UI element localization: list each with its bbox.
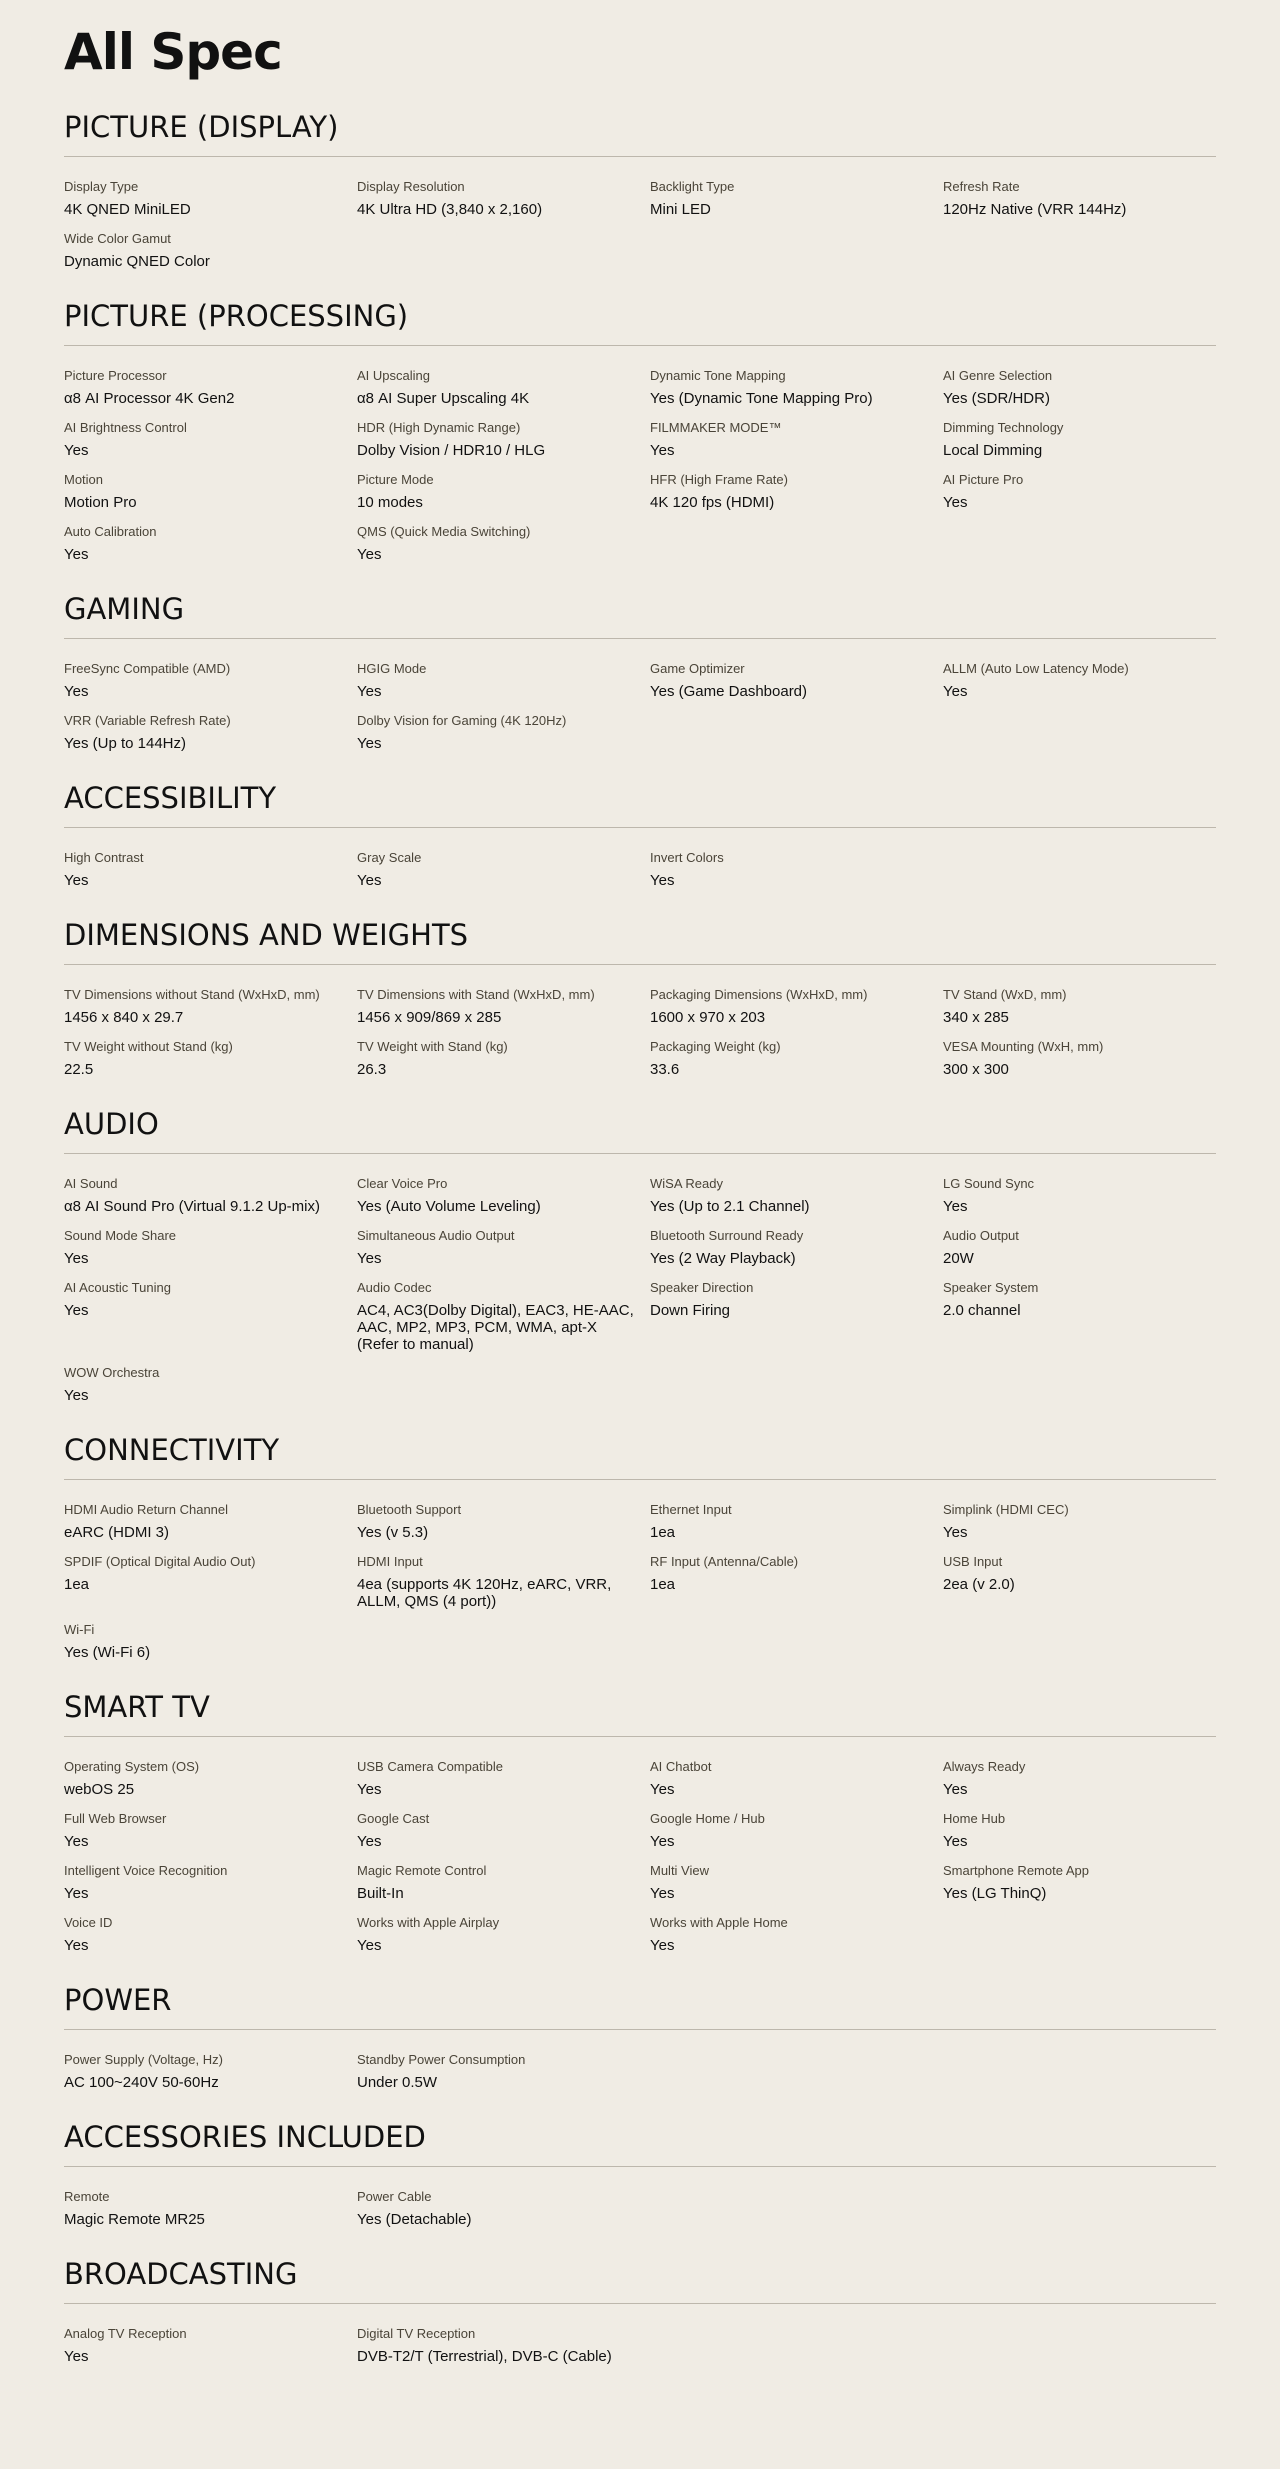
spec-item (64, 179, 357, 219)
spec-grid (64, 661, 1216, 753)
section-title: AUDIO (64, 1107, 159, 1141)
spec-item (64, 1863, 357, 1903)
spec-label: FreeSync Compatible (AMD) (64, 661, 231, 676)
spec-value: 120Hz Native (VRR 144Hz) (943, 201, 1127, 218)
section-divider (64, 1479, 1216, 1480)
spec-item (357, 987, 650, 1027)
spec-value: Magic Remote MR25 (64, 2211, 205, 2228)
spec-item (650, 1811, 943, 1851)
spec-label: Bluetooth Support (357, 1502, 462, 1517)
spec-sections (64, 110, 1216, 2366)
spec-label: Smartphone Remote App (943, 1863, 1089, 1878)
section-divider (64, 638, 1216, 639)
spec-item (357, 2189, 650, 2229)
section-title: BROADCASTING (64, 2257, 298, 2291)
spec-item (357, 2326, 650, 2366)
spec-value: 300 x 300 (943, 1061, 1009, 1078)
section-divider (64, 2166, 1216, 2167)
spec-value: α8 AI Super Upscaling 4K (357, 390, 530, 407)
spec-label: TV Weight without Stand (kg) (64, 1039, 233, 1054)
section-divider (64, 2303, 1216, 2304)
spec-value: Yes (357, 1781, 382, 1798)
spec-item (357, 1554, 650, 1610)
spec-value: Yes (64, 1833, 89, 1850)
spec-value: Yes (357, 1250, 382, 1267)
spec-item (357, 2052, 650, 2092)
spec-label: TV Dimensions without Stand (WxHxD, mm) (64, 987, 320, 1002)
spec-label: AI Picture Pro (943, 472, 1024, 487)
section-divider (64, 1153, 1216, 1154)
spec-item (943, 1280, 1236, 1353)
spec-section (64, 2120, 1216, 2229)
spec-label: HDR (High Dynamic Range) (357, 420, 521, 435)
spec-label: HFR (High Frame Rate) (650, 472, 788, 487)
spec-value: Yes (357, 872, 382, 889)
spec-label: LG Sound Sync (943, 1176, 1035, 1191)
section-title: SMART TV (64, 1690, 210, 1724)
spec-value: Yes (357, 1833, 382, 1850)
spec-item (943, 420, 1236, 460)
spec-value: Yes (943, 1198, 968, 1215)
spec-label: Dolby Vision for Gaming (4K 120Hz) (357, 713, 567, 728)
spec-item (357, 1811, 650, 1851)
spec-item (650, 1863, 943, 1903)
spec-label: Standby Power Consumption (357, 2052, 526, 2067)
spec-label: Sound Mode Share (64, 1228, 177, 1243)
spec-value: 4K QNED MiniLED (64, 201, 191, 218)
spec-grid (64, 368, 1216, 564)
spec-label: Refresh Rate (943, 179, 1020, 194)
spec-item (650, 850, 943, 890)
spec-value: Yes (64, 442, 89, 459)
spec-page (64, 0, 1216, 2366)
spec-item (943, 368, 1236, 408)
section-divider (64, 2029, 1216, 2030)
spec-value: AC4, AC3(Dolby Digital), EAC3, HE-AAC, AAC, MP2, MP3, PCM, WMA, apt-X (Refer to manual) (357, 1302, 634, 1353)
spec-label: AI Sound (64, 1176, 118, 1191)
spec-item (64, 2052, 357, 2092)
section-divider (64, 964, 1216, 965)
spec-item (650, 987, 943, 1027)
spec-value: Yes (64, 2348, 89, 2365)
spec-label: Works with Apple Airplay (357, 1915, 500, 1930)
spec-value: Yes (Game Dashboard) (650, 683, 808, 700)
spec-item (357, 472, 650, 512)
spec-value: Yes (64, 1302, 89, 1319)
spec-label: Packaging Weight (kg) (650, 1039, 781, 1054)
spec-value: Yes (64, 872, 89, 889)
spec-label: Wide Color Gamut (64, 231, 171, 246)
spec-label: Voice ID (64, 1915, 113, 1930)
spec-label: Clear Voice Pro (357, 1176, 448, 1191)
spec-grid (64, 179, 1216, 271)
section-divider (64, 345, 1216, 346)
spec-section (64, 299, 1216, 564)
spec-item (357, 850, 650, 890)
spec-label: Display Type (64, 179, 139, 194)
spec-label: Dynamic Tone Mapping (650, 368, 786, 383)
spec-grid (64, 1176, 1216, 1405)
spec-item (943, 1863, 1236, 1903)
spec-item (64, 1502, 357, 1542)
section-title: PICTURE (PROCESSING) (64, 299, 409, 333)
spec-item (64, 1915, 357, 1955)
spec-label: Google Cast (357, 1811, 430, 1826)
spec-label: Multi View (650, 1863, 710, 1878)
spec-label: Always Ready (943, 1759, 1026, 1774)
spec-item (650, 661, 943, 701)
spec-item (64, 472, 357, 512)
spec-value: webOS 25 (64, 1781, 135, 1798)
spec-value: Yes (Up to 2.1 Channel) (650, 1198, 810, 1215)
spec-item (650, 179, 943, 219)
spec-label: Picture Processor (64, 368, 167, 383)
spec-value: Yes (Dynamic Tone Mapping Pro) (650, 390, 873, 407)
spec-value: α8 AI Processor 4K Gen2 (64, 390, 235, 407)
spec-item (64, 2189, 357, 2229)
spec-item (357, 1863, 650, 1903)
spec-value: Yes (SDR/HDR) (943, 390, 1050, 407)
spec-item (650, 1039, 943, 1079)
spec-value: Yes (2 Way Playback) (650, 1250, 796, 1267)
spec-label: SPDIF (Optical Digital Audio Out) (64, 1554, 256, 1569)
spec-label: Power Cable (357, 2189, 432, 2204)
spec-value: 4K 120 fps (HDMI) (650, 494, 775, 511)
spec-grid (64, 2052, 1216, 2092)
spec-item (357, 1176, 650, 1216)
spec-value: Yes (v 5.3) (357, 1524, 429, 1541)
spec-value: Yes (650, 1937, 675, 1954)
spec-value: 10 modes (357, 494, 423, 511)
spec-value: Dynamic QNED Color (64, 253, 210, 270)
spec-label: Home Hub (943, 1811, 1006, 1826)
spec-label: Operating System (OS) (64, 1759, 200, 1774)
spec-label: AI Acoustic Tuning (64, 1280, 171, 1295)
spec-value: Yes (Up to 144Hz) (64, 735, 187, 752)
spec-item (943, 472, 1236, 512)
spec-label: Picture Mode (357, 472, 434, 487)
spec-value: Yes (LG ThinQ) (943, 1885, 1047, 1902)
spec-item (64, 420, 357, 460)
spec-label: Invert Colors (650, 850, 724, 865)
spec-item (357, 524, 650, 564)
section-divider (64, 1736, 1216, 1737)
spec-label: Simultaneous Audio Output (357, 1228, 515, 1243)
spec-value: Yes (943, 494, 968, 511)
spec-value: Yes (Wi-Fi 6) (64, 1644, 151, 1661)
section-divider (64, 156, 1216, 157)
spec-section (64, 1107, 1216, 1405)
spec-label: Ethernet Input (650, 1502, 732, 1517)
spec-item (650, 1554, 943, 1610)
spec-label: USB Camera Compatible (357, 1759, 503, 1774)
spec-label: QMS (Quick Media Switching) (357, 524, 531, 539)
spec-value: AC 100~240V 50-60Hz (64, 2074, 219, 2091)
spec-label: Works with Apple Home (650, 1915, 788, 1930)
spec-value: 340 x 285 (943, 1009, 1009, 1026)
spec-label: Backlight Type (650, 179, 735, 194)
spec-value: Yes (650, 872, 675, 889)
spec-value: Yes (357, 546, 382, 563)
spec-value: Yes (Auto Volume Leveling) (357, 1198, 541, 1215)
spec-item (64, 1228, 357, 1268)
spec-value: Yes (64, 683, 89, 700)
spec-item (357, 1915, 650, 1955)
spec-item (64, 1176, 357, 1216)
spec-item (650, 472, 943, 512)
spec-label: WOW Orchestra (64, 1365, 160, 1380)
spec-value: 2.0 channel (943, 1302, 1021, 1319)
spec-label: AI Brightness Control (64, 420, 187, 435)
spec-label: Intelligent Voice Recognition (64, 1863, 228, 1878)
spec-value: 2ea (v 2.0) (943, 1576, 1015, 1593)
spec-section (64, 1983, 1216, 2092)
section-title: CONNECTIVITY (64, 1433, 280, 1467)
spec-value: Yes (943, 683, 968, 700)
spec-label: Simplink (HDMI CEC) (943, 1502, 1069, 1517)
spec-value: Yes (650, 1781, 675, 1798)
spec-value: Mini LED (650, 201, 711, 218)
spec-value: Under 0.5W (357, 2074, 438, 2091)
spec-label: Audio Codec (357, 1280, 432, 1295)
spec-label: USB Input (943, 1554, 1003, 1569)
spec-value: Motion Pro (64, 494, 137, 511)
spec-item (64, 1811, 357, 1851)
spec-section (64, 1433, 1216, 1662)
spec-item (943, 661, 1236, 701)
spec-label: Bluetooth Surround Ready (650, 1228, 804, 1243)
spec-value: Yes (64, 1387, 89, 1404)
spec-value: 26.3 (357, 1061, 387, 1078)
spec-value: 4ea (supports 4K 120Hz, eARC, VRR, ALLM, QMS (4 port)) (357, 1576, 612, 1610)
spec-label: Gray Scale (357, 850, 422, 865)
spec-value: 1ea (64, 1576, 90, 1593)
spec-item (943, 1554, 1236, 1610)
spec-label: Game Optimizer (650, 661, 745, 676)
spec-item (64, 1554, 357, 1610)
spec-grid (64, 850, 1216, 890)
spec-value: Yes (64, 546, 89, 563)
section-title: PICTURE (DISPLAY) (64, 110, 339, 144)
spec-value: 33.6 (650, 1061, 680, 1078)
spec-label: RF Input (Antenna/Cable) (650, 1554, 799, 1569)
section-title: GAMING (64, 592, 185, 626)
spec-label: Full Web Browser (64, 1811, 167, 1826)
spec-item (357, 420, 650, 460)
spec-label: HGIG Mode (357, 661, 427, 676)
spec-value: Yes (357, 683, 382, 700)
spec-label: Audio Output (943, 1228, 1019, 1243)
spec-item (943, 1039, 1236, 1079)
section-divider (64, 827, 1216, 828)
spec-value: Down Firing (650, 1302, 731, 1319)
spec-label: Dimming Technology (943, 420, 1064, 435)
spec-value: Yes (943, 1833, 968, 1850)
spec-item (943, 1176, 1236, 1216)
spec-item (650, 1228, 943, 1268)
spec-value: Yes (Detachable) (357, 2211, 472, 2228)
spec-item (357, 1759, 650, 1799)
section-title: ACCESSIBILITY (64, 781, 277, 815)
spec-item (650, 1915, 943, 1955)
spec-item (64, 713, 357, 753)
spec-value: Yes (64, 1250, 89, 1267)
spec-item (943, 1759, 1236, 1799)
spec-label: AI Chatbot (650, 1759, 712, 1774)
spec-label: Wi-Fi (64, 1622, 95, 1637)
spec-label: AI Genre Selection (943, 368, 1053, 383)
spec-value: 1456 x 909/869 x 285 (357, 1009, 502, 1026)
spec-item (64, 368, 357, 408)
spec-grid (64, 2189, 1216, 2229)
spec-label: Speaker System (943, 1280, 1039, 1295)
section-title: DIMENSIONS AND WEIGHTS (64, 918, 469, 952)
spec-item (64, 231, 357, 271)
spec-value: 1ea (650, 1524, 676, 1541)
spec-item (650, 1759, 943, 1799)
spec-item (943, 1228, 1236, 1268)
spec-label: Speaker Direction (650, 1280, 754, 1295)
spec-grid (64, 2326, 1216, 2366)
section-title: POWER (64, 1983, 172, 2017)
spec-value: 1600 x 970 x 203 (650, 1009, 766, 1026)
spec-value: Yes (64, 1937, 89, 1954)
spec-value: Dolby Vision / HDR10 / HLG (357, 442, 546, 459)
spec-value: 1ea (650, 1576, 676, 1593)
spec-label: Power Supply (Voltage, Hz) (64, 2052, 223, 2067)
spec-item (357, 368, 650, 408)
spec-item (64, 1039, 357, 1079)
spec-label: FILMMAKER MODE™ (650, 420, 782, 435)
spec-item (650, 1280, 943, 1353)
spec-label: ALLM (Auto Low Latency Mode) (943, 661, 1129, 676)
spec-label: VESA Mounting (WxH, mm) (943, 1039, 1104, 1054)
spec-item (943, 1502, 1236, 1542)
spec-label: VRR (Variable Refresh Rate) (64, 713, 231, 728)
spec-value: Yes (650, 1833, 675, 1850)
spec-item (357, 1039, 650, 1079)
spec-item (64, 661, 357, 701)
spec-section (64, 2257, 1216, 2366)
spec-label: Display Resolution (357, 179, 465, 194)
spec-label: Motion (64, 472, 104, 487)
spec-value: 4K Ultra HD (3,840 x 2,160) (357, 201, 543, 218)
spec-value: α8 AI Sound Pro (Virtual 9.1.2 Up-mix) (64, 1198, 321, 1215)
spec-item (357, 179, 650, 219)
spec-value: Yes (943, 1524, 968, 1541)
spec-value: 20W (943, 1250, 974, 1267)
spec-label: HDMI Input (357, 1554, 423, 1569)
spec-item (64, 2326, 357, 2366)
spec-label: Auto Calibration (64, 524, 157, 539)
spec-value: Local Dimming (943, 442, 1043, 459)
spec-label: TV Dimensions with Stand (WxHxD, mm) (357, 987, 595, 1002)
spec-label: Packaging Dimensions (WxHxD, mm) (650, 987, 868, 1002)
spec-label: HDMI Audio Return Channel (64, 1502, 229, 1517)
spec-label: Digital TV Reception (357, 2326, 476, 2341)
spec-item (64, 1759, 357, 1799)
spec-value: Yes (64, 1885, 89, 1902)
spec-item (357, 661, 650, 701)
spec-grid (64, 987, 1216, 1079)
spec-item (943, 987, 1236, 1027)
spec-value: Yes (650, 1885, 675, 1902)
spec-section (64, 110, 1216, 271)
section-title: ACCESSORIES INCLUDED (64, 2120, 426, 2154)
spec-value: eARC (HDMI 3) (64, 1524, 170, 1541)
spec-label: Google Home / Hub (650, 1811, 765, 1826)
spec-item (64, 524, 357, 564)
spec-value: DVB-T2/T (Terrestrial), DVB-C (Cable) (357, 2348, 612, 2365)
spec-grid (64, 1759, 1216, 1955)
spec-item (357, 713, 650, 753)
spec-value: 1456 x 840 x 29.7 (64, 1009, 184, 1026)
spec-label: TV Stand (WxD, mm) (943, 987, 1067, 1002)
spec-item (650, 420, 943, 460)
spec-label: High Contrast (64, 850, 144, 865)
spec-value: Yes (357, 1937, 382, 1954)
spec-item (357, 1280, 650, 1353)
spec-label: TV Weight with Stand (kg) (357, 1039, 508, 1054)
spec-label: Remote (64, 2189, 110, 2204)
spec-value: Yes (943, 1781, 968, 1798)
spec-item (64, 1365, 357, 1405)
spec-label: WiSA Ready (650, 1176, 723, 1191)
spec-item (650, 1502, 943, 1542)
spec-item (650, 368, 943, 408)
spec-value: Built-In (357, 1885, 404, 1902)
spec-value: Yes (357, 735, 382, 752)
spec-item (64, 987, 357, 1027)
spec-label: Analog TV Reception (64, 2326, 187, 2341)
spec-item (650, 1176, 943, 1216)
spec-item (943, 1811, 1236, 1851)
page-title: All Spec (64, 23, 282, 81)
spec-value: Yes (650, 442, 675, 459)
spec-section (64, 592, 1216, 753)
spec-item (357, 1502, 650, 1542)
spec-item (64, 1280, 357, 1353)
spec-section (64, 918, 1216, 1079)
spec-label: AI Upscaling (357, 368, 430, 383)
spec-section (64, 1690, 1216, 1955)
spec-item (943, 179, 1236, 219)
spec-item (64, 1622, 357, 1662)
spec-grid (64, 1502, 1216, 1662)
spec-label: Magic Remote Control (357, 1863, 487, 1878)
spec-item (357, 1228, 650, 1268)
spec-value: 22.5 (64, 1061, 94, 1078)
spec-item (64, 850, 357, 890)
spec-section (64, 781, 1216, 890)
